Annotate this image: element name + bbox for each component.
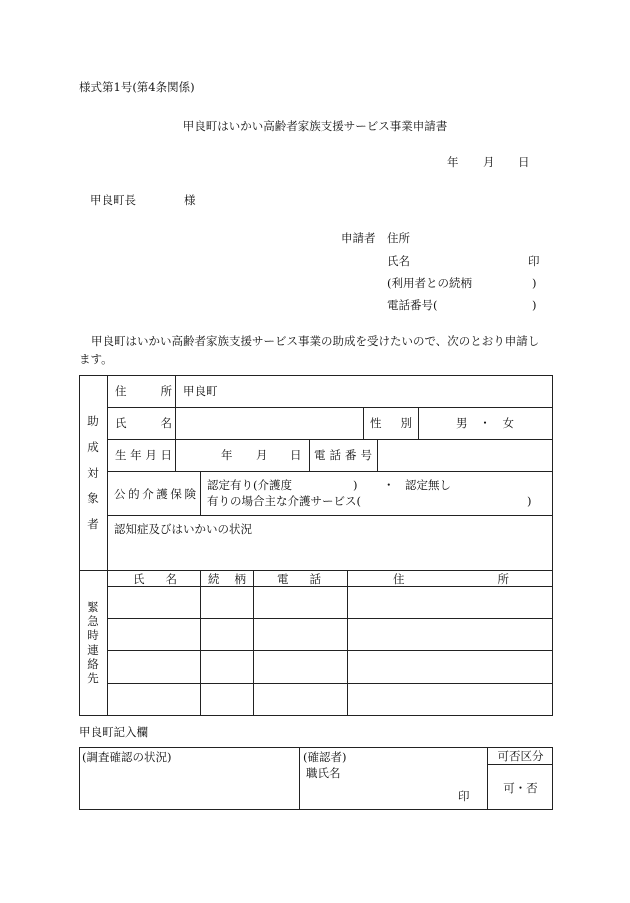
intro-line-1: 甲良町はいかい高齢者家族支援サービス事業の助成を受けたいので、次のとおり申請し bbox=[91, 334, 540, 348]
subject-group-char: 成 bbox=[87, 439, 99, 454]
applicant-address-label: 住所 bbox=[387, 231, 410, 245]
applicant-phone-close: ) bbox=[532, 298, 537, 312]
certified-label: 認定有り(介護度 bbox=[207, 478, 292, 492]
emergency-group-char: 絡 bbox=[87, 656, 99, 671]
column-divider bbox=[175, 375, 176, 471]
phone-label-char: 号 bbox=[360, 448, 372, 462]
column-header-char: 続 bbox=[208, 572, 220, 586]
row-divider bbox=[487, 764, 553, 765]
emergency-col-relation bbox=[208, 572, 246, 586]
birth-label-char: 年 bbox=[130, 448, 142, 462]
phone-label-char: 電 bbox=[314, 448, 326, 462]
name-label-char: 氏 bbox=[115, 416, 127, 430]
column-header-char: 名 bbox=[165, 572, 177, 586]
gender-option-female: 女 bbox=[502, 416, 514, 430]
emergency-col-name bbox=[133, 572, 177, 586]
column-header-char: 住 bbox=[393, 572, 405, 586]
gender-option-male: 男 bbox=[456, 416, 468, 430]
subject-group-char: 助 bbox=[87, 414, 99, 428]
column-header-char: 柄 bbox=[234, 572, 246, 586]
condition-label: 認知症及びはいかいの状況 bbox=[114, 522, 252, 536]
column-divider bbox=[200, 471, 201, 515]
emergency-group-char: 連 bbox=[87, 642, 99, 657]
birth-label-char: 日 bbox=[160, 448, 172, 462]
insurance-label bbox=[114, 487, 196, 501]
column-divider bbox=[418, 407, 419, 439]
subject-group-char: 対 bbox=[87, 465, 99, 480]
approval-value: 可・否 bbox=[503, 781, 538, 795]
date-year-label: 年 bbox=[447, 155, 459, 169]
birth-label-char: 月 bbox=[145, 448, 157, 462]
approval-header: 可否区分 bbox=[497, 749, 544, 763]
date-day-label: 日 bbox=[518, 155, 530, 169]
address-label-char: 住 bbox=[115, 384, 127, 398]
certified-close: ) bbox=[353, 478, 358, 492]
applicant-relation-label: (利用者との続柄 bbox=[387, 276, 472, 290]
row-divider bbox=[107, 515, 553, 516]
date-month-label: 月 bbox=[483, 155, 495, 169]
gender-label-char: 性 bbox=[370, 416, 382, 430]
gender-option-separator: ・ bbox=[479, 416, 491, 430]
insurance-label-char: 保 bbox=[170, 487, 182, 501]
emergency-group-char: 先 bbox=[87, 670, 99, 685]
official-name-label: 職氏名 bbox=[306, 766, 341, 780]
phone-label-char: 話 bbox=[329, 448, 341, 462]
column-divider bbox=[299, 747, 300, 810]
address-label-char: 所 bbox=[160, 384, 172, 398]
column-header-char: 電 bbox=[277, 572, 289, 586]
gender-label bbox=[370, 416, 412, 430]
emergency-group-label bbox=[86, 600, 100, 685]
emergency-group-char: 急 bbox=[87, 614, 99, 629]
investigation-label: (調査確認の状況) bbox=[82, 750, 172, 764]
birth-month-unit: 月 bbox=[256, 448, 268, 462]
confirmer-label: (確認者) bbox=[303, 750, 347, 764]
emergency-group-char: 時 bbox=[87, 628, 99, 643]
applicant-name-label: 氏名 bbox=[387, 254, 410, 268]
section-divider bbox=[79, 570, 553, 571]
emergency-contact-row[interactable] bbox=[108, 651, 553, 683]
emergency-contact-row[interactable] bbox=[108, 684, 553, 715]
addressee-honorific: 様 bbox=[184, 193, 196, 207]
form-number: 様式第1号(第4条関係) bbox=[79, 80, 195, 94]
column-header-char: 氏 bbox=[133, 572, 145, 586]
not-certified-label: 認定無し bbox=[405, 478, 451, 492]
office-section-label: 甲良町記入欄 bbox=[79, 725, 148, 739]
emergency-contact-row[interactable] bbox=[108, 619, 553, 650]
emergency-contact-row[interactable] bbox=[108, 587, 553, 618]
applicant-phone-label: 電話番号( bbox=[387, 298, 438, 312]
column-divider bbox=[377, 439, 378, 471]
form-title: 甲良町はいかい高齢者家族支援サービス事業申請書 bbox=[182, 119, 448, 133]
insurance-label-char: 公 bbox=[114, 487, 126, 501]
row-divider bbox=[107, 439, 553, 440]
applicant-label: 申請者 bbox=[341, 231, 376, 245]
address-value: 甲良町 bbox=[183, 384, 218, 398]
phone-label-char: 番 bbox=[345, 448, 357, 462]
subject-group-label bbox=[86, 414, 100, 531]
insurance-label-char: 険 bbox=[184, 487, 196, 501]
birth-label-char: 生 bbox=[115, 448, 127, 462]
name-label-char: 名 bbox=[160, 416, 172, 430]
services-label: 有りの場合主な介護サービス( bbox=[207, 494, 361, 508]
birth-date-label bbox=[115, 448, 172, 462]
subject-group-char: 者 bbox=[87, 517, 99, 531]
certified-separator: ・ bbox=[383, 478, 395, 492]
emergency-group-char: 緊 bbox=[87, 600, 99, 614]
row-divider bbox=[107, 407, 553, 408]
column-header-char: 話 bbox=[309, 572, 321, 586]
birth-year-unit: 年 bbox=[221, 448, 233, 462]
addressee-name: 甲良町長 bbox=[90, 193, 136, 207]
services-close: ) bbox=[527, 494, 532, 508]
emergency-col-address bbox=[393, 572, 509, 586]
applicant-seal: 印 bbox=[528, 254, 540, 268]
subject-group-char: 象 bbox=[87, 491, 99, 506]
gender-label-char: 別 bbox=[400, 416, 412, 430]
insurance-label-char: 的 bbox=[128, 487, 140, 501]
office-seal: 印 bbox=[458, 789, 470, 803]
insurance-label-char: 介 bbox=[142, 487, 154, 501]
insurance-label-char: 護 bbox=[156, 487, 168, 501]
column-header-char: 所 bbox=[497, 572, 509, 586]
birth-day-unit: 日 bbox=[290, 448, 302, 462]
row-divider bbox=[107, 471, 553, 472]
applicant-relation-close: ) bbox=[532, 276, 537, 290]
gender-options bbox=[456, 416, 514, 430]
column-divider bbox=[309, 439, 310, 471]
intro-line-2: ます。 bbox=[79, 352, 113, 366]
phone-label bbox=[314, 448, 372, 462]
address-label bbox=[115, 384, 172, 398]
column-divider bbox=[363, 407, 364, 439]
name-label bbox=[115, 416, 172, 430]
emergency-col-phone bbox=[277, 572, 321, 586]
